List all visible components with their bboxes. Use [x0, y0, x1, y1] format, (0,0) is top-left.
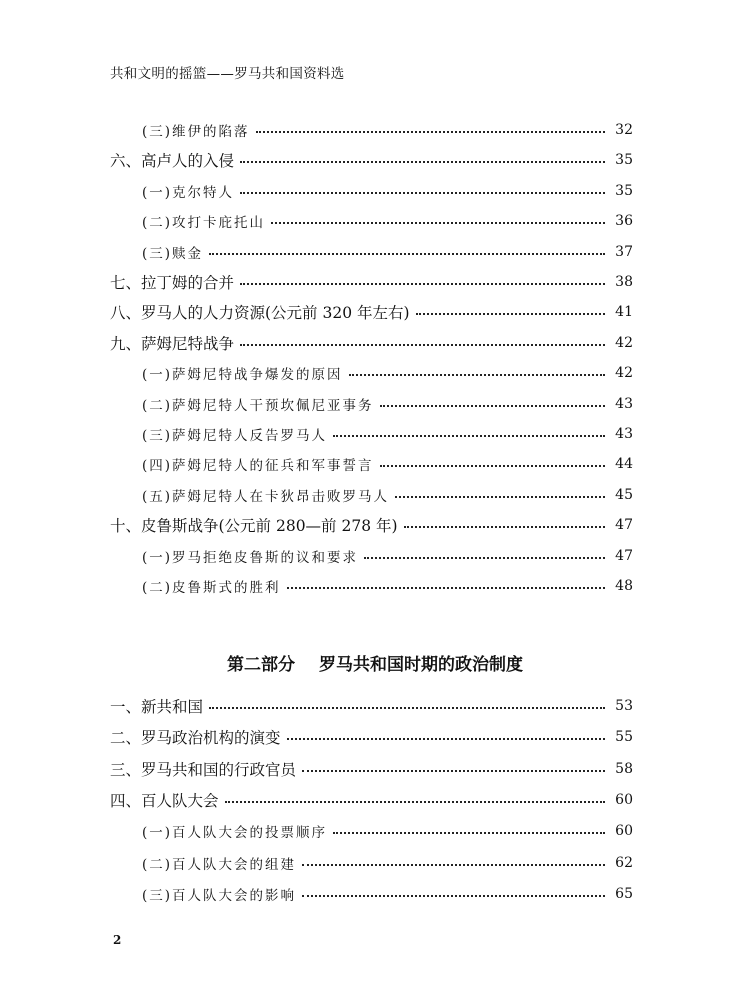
toc-entry — [110, 241, 633, 263]
toc-entry-page: 43 — [615, 395, 633, 412]
toc-entry-title: 七、拉丁姆的合并 — [110, 274, 235, 292]
dot-leader — [333, 830, 605, 834]
dot-leader — [240, 281, 605, 285]
toc-entry-page: 62 — [615, 854, 633, 871]
running-head: 共和文明的摇篮——罗马共和国资料选 — [110, 66, 345, 82]
toc-entry-page: 55 — [615, 729, 633, 746]
toc-entry-title: (一)罗马拒绝皮鲁斯的议和要求 — [142, 549, 359, 566]
toc-entry-page: 43 — [615, 426, 633, 442]
dot-leader — [333, 433, 605, 437]
toc-entry — [110, 393, 633, 415]
toc-entry — [110, 514, 633, 536]
toc-entry-title: 九、萨姆尼特战争 — [110, 334, 235, 353]
dot-leader — [256, 129, 605, 133]
toc-entry-page: 38 — [615, 274, 633, 290]
toc-entry-title: 八、罗马人的人力资源(公元前 320 年左右) — [110, 304, 410, 323]
toc-entry-title: 三、罗马共和国的行政官员 — [110, 760, 297, 779]
toc-entry — [110, 149, 633, 171]
toc-entry-page: 60 — [615, 791, 633, 808]
toc-entry-title: (三)维伊的陷落 — [142, 124, 250, 140]
toc-entry-page: 58 — [615, 760, 633, 777]
dot-leader — [416, 311, 605, 315]
toc-entry-title: (三)百人队大会的影响 — [142, 887, 297, 904]
dot-leader — [240, 190, 605, 194]
toc-entry — [110, 271, 633, 293]
toc-entry-title: 二、罗马政治机构的演变 — [110, 729, 281, 748]
toc-entry — [110, 883, 633, 905]
dot-leader — [349, 372, 605, 376]
toc-entry-page: 45 — [615, 486, 633, 503]
toc-entry — [110, 545, 633, 567]
toc-entry-page: 35 — [615, 152, 633, 169]
toc-entry — [110, 695, 633, 717]
dot-leader — [302, 893, 605, 897]
toc-entry — [110, 484, 633, 506]
toc-entry-page: 37 — [615, 243, 633, 260]
toc-entry-page: 60 — [615, 823, 633, 840]
toc-entry-title: (一)萨姆尼特战争爆发的原因 — [142, 367, 343, 384]
toc-entry-page: 42 — [615, 365, 633, 382]
toc-entry-title: 十、皮鲁斯战争(公元前 280—前 278 年) — [110, 517, 398, 536]
toc-entry-page: 65 — [615, 885, 633, 902]
part-title: 罗马共和国时期的政治制度 — [319, 655, 523, 675]
toc-entry — [110, 789, 633, 811]
toc-entry-page: 48 — [615, 578, 633, 594]
toc-entry — [110, 726, 633, 748]
part-number: 第二部分 — [227, 655, 295, 675]
dot-leader — [271, 220, 605, 224]
dot-leader — [240, 159, 605, 163]
toc-entry-title: (四)萨姆尼特人的征兵和军事誓言 — [142, 458, 374, 475]
dot-leader — [380, 463, 605, 467]
toc-entry-page: 35 — [615, 182, 633, 199]
toc-entry-title: 四、百人队大会 — [110, 791, 219, 810]
dot-leader — [209, 251, 605, 255]
toc-entry — [110, 119, 633, 141]
page-number: 2 — [113, 933, 122, 947]
dot-leader — [380, 403, 605, 407]
dot-leader — [209, 705, 605, 709]
dot-leader — [364, 555, 605, 559]
toc-entry-title: 一、新共和国 — [110, 698, 204, 716]
toc-entry — [110, 180, 633, 202]
toc-entry — [110, 453, 633, 475]
dot-leader — [302, 768, 605, 772]
toc-entry — [110, 423, 633, 445]
toc-entry — [110, 301, 633, 323]
toc-entry-page: 41 — [615, 304, 633, 321]
toc-entry — [110, 758, 633, 780]
toc-entry-page: 44 — [615, 456, 633, 473]
toc-entry-page: 42 — [615, 334, 633, 351]
toc-entry — [110, 362, 633, 384]
toc-entry-page: 53 — [615, 698, 633, 714]
toc-entry-page: 47 — [615, 547, 633, 564]
dot-leader — [287, 585, 605, 589]
toc-entry-title: (三)萨姆尼特人反告罗马人 — [142, 428, 328, 444]
toc-entry-page: 32 — [615, 122, 633, 138]
dot-leader — [395, 494, 605, 498]
toc-entry — [110, 575, 633, 597]
dot-leader — [240, 342, 605, 346]
toc-entry-title: (一)百人队大会的投票顺序 — [142, 825, 328, 842]
toc-entry-title: (一)克尔特人 — [142, 184, 235, 201]
toc-entry — [110, 210, 633, 232]
dot-leader — [302, 862, 605, 866]
dot-leader — [225, 799, 605, 803]
toc-entry-title: (五)萨姆尼特人在卡狄昂击败罗马人 — [142, 488, 390, 505]
toc-entry — [110, 332, 633, 354]
toc-entry-title: (二)皮鲁斯式的胜利 — [142, 580, 281, 596]
part-heading — [0, 650, 750, 675]
toc-entry — [110, 852, 633, 874]
toc-entry-title: (二)百人队大会的组建 — [142, 856, 297, 873]
dot-leader — [287, 736, 605, 740]
dot-leader — [404, 524, 605, 528]
toc-entry-title: 六、高卢人的入侵 — [110, 152, 235, 171]
toc-entry-page: 36 — [615, 213, 633, 230]
toc-entry-title: (二)萨姆尼特人干预坎佩尼亚事务 — [142, 397, 374, 414]
toc-entry — [110, 820, 633, 842]
toc-entry-title: (三)赎金 — [142, 245, 204, 262]
toc-entry-page: 47 — [615, 517, 633, 534]
toc-entry-title: (二)攻打卡庇托山 — [142, 215, 266, 232]
